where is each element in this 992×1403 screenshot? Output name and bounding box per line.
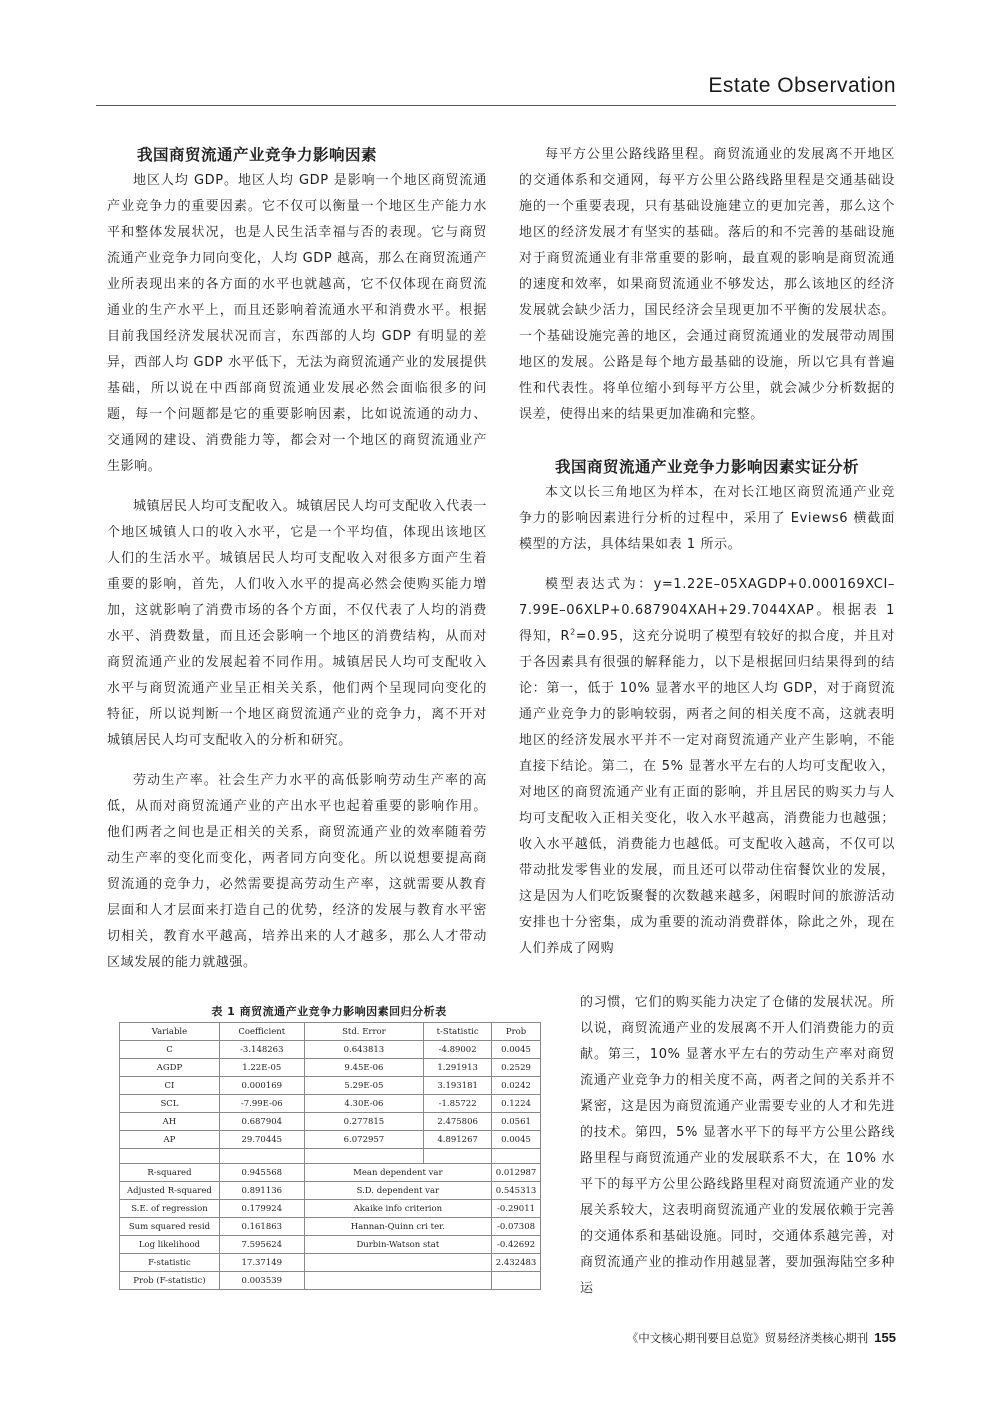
paragraph-productivity: 劳动生产率。社会生产力水平的高低影响劳动生产率的高低，从而对商贸流通产业的产出水平也起着重要的影响作用。他们两者之间也是正相关的关系，商贸流通产业的效率随着劳动生产率的变化而变化，两者同方向变化。所以说想要提高商贸流通的竞争力，必然需要提高劳动生产率，这就需要从教育层面和人才层面来打造自己的优势，经济的发展与教育水平密切相关，教育水平越高，培养出来的人才越多，那么人才带动区域发展的能力就越强。 bbox=[107, 773, 487, 970]
table-spacer-row bbox=[120, 1149, 541, 1164]
table-cell: 0.0045 bbox=[492, 1131, 541, 1149]
table-header-cell: Coefficient bbox=[219, 1023, 304, 1041]
table-cell: S.D. dependent var bbox=[304, 1182, 491, 1200]
table-cell: 0.2529 bbox=[492, 1059, 541, 1077]
table-cell: 7.595624 bbox=[219, 1236, 304, 1254]
table-cell: AGDP bbox=[120, 1059, 220, 1077]
table-cell: 4.30E-06 bbox=[304, 1095, 424, 1113]
table-cell: 0.161863 bbox=[219, 1218, 304, 1236]
table-cell: Durbin-Watson stat bbox=[304, 1236, 491, 1254]
table-header-cell: Std. Error bbox=[304, 1023, 424, 1041]
table-stat-row bbox=[120, 1272, 541, 1290]
table-stat-row bbox=[120, 1182, 541, 1200]
table-cell: 0.891136 bbox=[219, 1182, 304, 1200]
paragraph-road-mileage: 每平方公里公路线路里程。商贸流通业的发展离不开地区的交通体系和交通网，每平方公里公路线路里程是交通基础设施的一个重要表现，只有基础设施建立的更加完善，那么这个地区的经济发展才有坚实的基础。落后的和不完善的基础设施对于商贸流通业有非常重要的影响，最直观的影响是商贸流通的速度和效率，如果商贸流通业不够发达，那么该地区的经济发展就会缺少活力，国民经济会呈现更加不平衡的发展状态。一个基础设施完善的地区，会通过商贸流通业的发展带动周围地区的发展。公路是每个地方最基础的设施，所以它具有普遍性和代表性。将单位缩小到每平方公里，就会减少分析数据的误差，使得出来的结果更加准确和完整。 bbox=[519, 147, 895, 422]
table-cell: 0.277815 bbox=[304, 1113, 424, 1131]
journal-section-title: Estate Observation bbox=[708, 74, 896, 97]
table-header-cell: t-Statistic bbox=[424, 1023, 492, 1041]
regression-table bbox=[119, 1022, 541, 1290]
table-cell-empty bbox=[120, 1149, 220, 1164]
table-cell: 0.0242 bbox=[492, 1077, 541, 1095]
table-cell: 0.545313 bbox=[492, 1182, 541, 1200]
table-cell: 1.22E-05 bbox=[219, 1059, 304, 1077]
table-cell: 0.0045 bbox=[492, 1041, 541, 1059]
table-cell: CI bbox=[120, 1077, 220, 1095]
table-cell: 0.000169 bbox=[219, 1077, 304, 1095]
table-cell: 0.643813 bbox=[304, 1041, 424, 1059]
right-column-narrow bbox=[580, 990, 895, 1302]
paragraph-conclusions-continued: 的习惯，它们的购买能力决定了仓储的发展状况。所以说，商贸流通产业的发展离不开人们消费能力的贡献。第三，10% 显著水平左右的劳动生产率对商贸流通产业竞争力的相关度不高，两者之间的关系并不紧密，这是因为商贸流通产业需要专业的人才和先进的技术。第四，5% 显著水平下的每平方公里公路线路里程与商贸流通产业的发展联系不大，在 10% 水平下的每平方公里公路线路里程对商贸流通产业的发展关系较大，这表明商贸流通产业的发展依赖于完善的交通体系和基础设施。同时，交通体系越完善，对商贸流通产业的推动作用越显著，要加强海陆空多种运 bbox=[580, 995, 895, 1296]
table-cell: 29.70445 bbox=[219, 1131, 304, 1149]
table-header-cell: Variable bbox=[120, 1023, 220, 1041]
table-stat-row bbox=[120, 1218, 541, 1236]
table-cell: -3.148263 bbox=[219, 1041, 304, 1059]
table-cell: 0.0561 bbox=[492, 1113, 541, 1131]
table-cell: C bbox=[120, 1041, 220, 1059]
table-row bbox=[120, 1113, 541, 1131]
table-cell: Mean dependent var bbox=[304, 1164, 491, 1182]
paragraph-method: 本文以长三角地区为样本，在对长江地区商贸流通产业竞争力的影响因素进行分析的过程中，采用了 Eviews6 横截面模型的方法，具体结果如表 1 所示。 bbox=[519, 485, 895, 552]
table-row bbox=[120, 1131, 541, 1149]
page-number: 155 bbox=[874, 1330, 896, 1345]
table-cell: 17.37149 bbox=[219, 1254, 304, 1272]
table-cell: -7.99E-06 bbox=[219, 1095, 304, 1113]
table-header-row bbox=[120, 1023, 541, 1041]
table-stat-row bbox=[120, 1236, 541, 1254]
table-cell: Log likelihood bbox=[120, 1236, 220, 1254]
table-cell: 0.012987 bbox=[492, 1164, 541, 1182]
table-cell: 6.072957 bbox=[304, 1131, 424, 1149]
footer-journal-note: 《中文核心期刊要目总览》贸易经济类核心期刊 bbox=[626, 1331, 869, 1345]
header-divider bbox=[96, 105, 896, 106]
table-cell: R-squared bbox=[120, 1164, 220, 1182]
table-cell: Prob (F-statistic) bbox=[120, 1272, 220, 1290]
table-cell: F-statistic bbox=[120, 1254, 220, 1272]
table-cell: 0.179924 bbox=[219, 1200, 304, 1218]
table-caption: 表 1 商贸流通产业竞争力影响因素回归分析表 bbox=[211, 1005, 447, 1018]
table-cell: SCL bbox=[120, 1095, 220, 1113]
right-column bbox=[519, 142, 895, 962]
table-cell-empty bbox=[424, 1149, 492, 1164]
table-cell: 3.193181 bbox=[424, 1077, 492, 1095]
table-cell-empty bbox=[219, 1149, 304, 1164]
table-cell: -1.85722 bbox=[424, 1095, 492, 1113]
paragraph-model-results bbox=[519, 572, 895, 962]
table-cell bbox=[304, 1272, 491, 1290]
table-cell: S.E. of regression bbox=[120, 1200, 220, 1218]
table-cell bbox=[304, 1254, 491, 1272]
table-cell: Sum squared resid bbox=[120, 1218, 220, 1236]
table-cell: 5.29E-05 bbox=[304, 1077, 424, 1095]
table-cell: -4.89002 bbox=[424, 1041, 492, 1059]
section-heading-factors: 我国商贸流通产业竞争力影响因素 bbox=[137, 146, 378, 164]
section-heading-empirical: 我国商贸流通产业竞争力影响因素实证分析 bbox=[554, 458, 859, 476]
r-squared-exponent: 2 bbox=[570, 627, 576, 637]
table-cell: Hannan-Quinn cri ter. bbox=[304, 1218, 491, 1236]
table-row bbox=[120, 1095, 541, 1113]
table-cell: 0.1224 bbox=[492, 1095, 541, 1113]
table-stat-row bbox=[120, 1254, 541, 1272]
table-cell: -0.29011 bbox=[492, 1200, 541, 1218]
table-cell: 9.45E-06 bbox=[304, 1059, 424, 1077]
table-cell: 4.891267 bbox=[424, 1131, 492, 1149]
table-cell: 2.475806 bbox=[424, 1113, 492, 1131]
table-cell-empty bbox=[492, 1149, 541, 1164]
table-cell bbox=[492, 1272, 541, 1290]
page-footer bbox=[627, 1330, 896, 1346]
model-conclusions: =0.95，这充分说明了模型有较好的拟合度，并且对于各因素具有很强的解释能力，以下是根据回归结果得到的结论：第一，低于 10% 显著水平的地区人均 GDP，对于商贸流通产业竞争力的影响较弱，两者之间的相关度不高，这就表明地区的经济发展水平并不一定对商贸流通产业产生影响，不能直接下结论。第二，在 5% 显著水平左右的人均可支配收入，对地区的商贸流通产业有正面的影响，并且居民的购买力与人均可支配收入正相关变化，收入水平越高，消费能力也越强；收入水平越低，消费能力也越低。可支配收入越高，不仅可以带动批发零售业的发展，而且还可以带动住宿餐饮业的发展，这是因为人们吃饭聚餐的次数越来越多，闲暇时间的旅游活动安排也十分密集，成为重要的流动消费群体，除此之外，现在人们养成了网购 bbox=[519, 629, 895, 956]
table-header-cell: Prob bbox=[492, 1023, 541, 1041]
paragraph-income: 城镇居民人均可支配收入。城镇居民人均可支配收入代表一个地区城镇人口的收入水平，它是一个平均值，体现出该地区人们的生活水平。城镇居民人均可支配收入对很多方面产生着重要的影响，首先，人们收入水平的提高必然会使购买能力增加，这就影响了消费市场的各个方面，不仅代表了人均的消费水平、消费数量，而且还会影响一个地区的消费结构，从而对商贸流通产业的发展起着不同作用。城镇居民人均可支配收入水平与商贸流通产业呈正相关关系，他们两个呈现同向变化的特征，所以说判断一个地区商贸流通产业的竞争力，离不开对城镇居民人均可支配收入的分析和研究。 bbox=[107, 499, 487, 748]
table-row bbox=[120, 1059, 541, 1077]
table-cell: AP bbox=[120, 1131, 220, 1149]
table-cell: 1.291913 bbox=[424, 1059, 492, 1077]
table-cell-empty bbox=[304, 1149, 424, 1164]
table-cell: 0.687904 bbox=[219, 1113, 304, 1131]
table-row bbox=[120, 1041, 541, 1059]
table-cell: 0.945568 bbox=[219, 1164, 304, 1182]
table-cell: Adjusted R-squared bbox=[120, 1182, 220, 1200]
table-cell: 2.432483 bbox=[492, 1254, 541, 1272]
model-expression: 模型表达式为：y=1.22E–05XAGDP+0.000169XCI–7.99E–06XLP+0.687904XAH+29.7044XAP。根据表 1 得知，R bbox=[519, 577, 895, 644]
table-cell: -0.07308 bbox=[492, 1218, 541, 1236]
table-stat-row bbox=[120, 1164, 541, 1182]
paragraph-gdp: 地区人均 GDP。地区人均 GDP 是影响一个地区商贸流通产业竞争力的重要因素。它不仅可以衡量一个地区生产能力水平和整体发展状况，也是人民生活幸福与否的表现。它与商贸流通产业竞争力同向变化，人均 GDP 越高，那么在商贸流通产业所表现出来的各方面的水平也就越高，它不仅体现在商贸流通业的生产水平上，而且还影响着流通水平和消费水平。根据目前我国经济发展状况而言，东西部的人均 GDP 有明显的差异，西部人均 GDP 水平低下，无法为商贸流通产业的发展提供基础，所以说在中西部商贸流通业发展必然会面临很多的问题，每一个问题都是它的重要影响因素，比如说流通的动力、交通网的建设、消费能力等，都会对一个地区的商贸流通业产生影响。 bbox=[107, 173, 487, 474]
table-cell: AH bbox=[120, 1113, 220, 1131]
table-cell: 0.003539 bbox=[219, 1272, 304, 1290]
table-cell: Akaike info criterion bbox=[304, 1200, 491, 1218]
table-row bbox=[120, 1077, 541, 1095]
table-cell: -0.42692 bbox=[492, 1236, 541, 1254]
left-column bbox=[107, 142, 487, 976]
table-stat-row bbox=[120, 1200, 541, 1218]
